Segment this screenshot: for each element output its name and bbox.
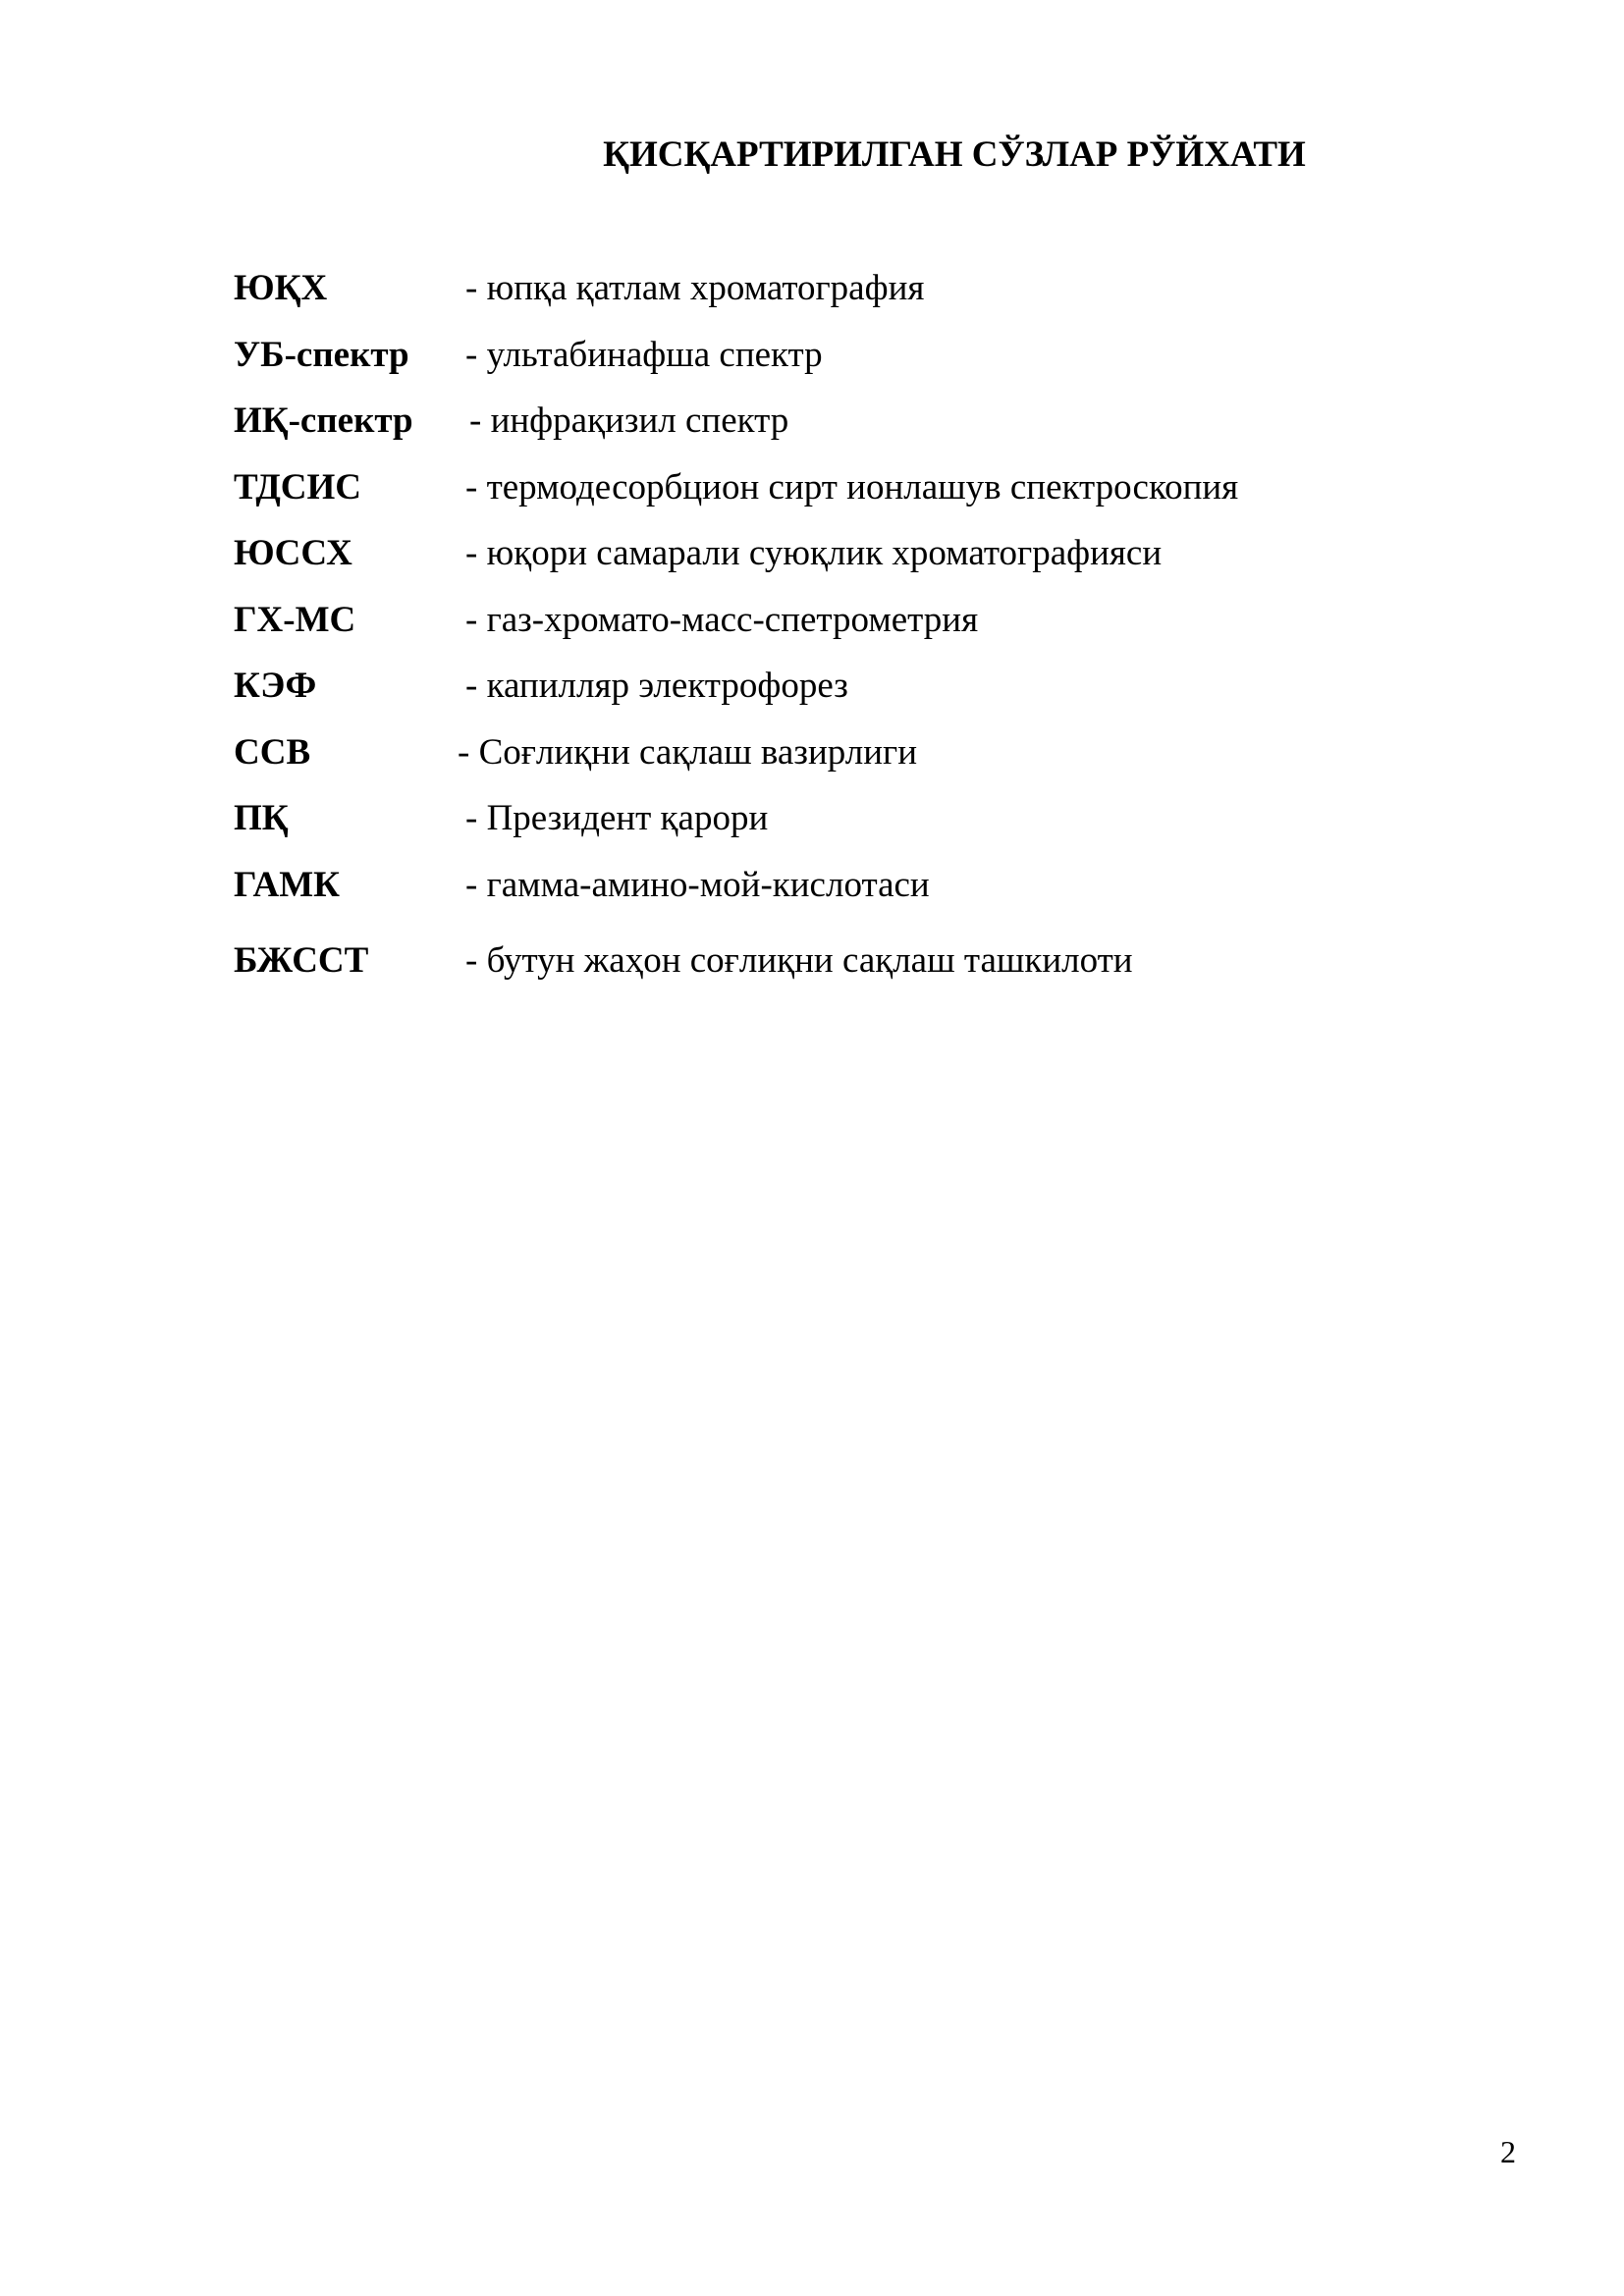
abbreviation-row	[234, 332, 1412, 399]
abbreviation-list	[234, 265, 1412, 1004]
abbreviation-definition: - инфрақизил спектр	[469, 400, 789, 441]
abbreviation-row	[234, 795, 1412, 862]
abbreviation-definition: - юпқа қатлам хроматография	[465, 268, 925, 308]
abbreviation-definition: - капилляр электрофорез	[465, 666, 848, 706]
abbreviation-term: КЭФ	[234, 666, 317, 706]
abbreviation-term: ЮССХ	[234, 533, 352, 573]
abbreviation-term: ИҚ-спектр	[234, 400, 413, 441]
abbreviation-row	[234, 530, 1412, 597]
abbreviation-row	[234, 398, 1412, 464]
abbreviation-definition: - Президент қарори	[465, 798, 769, 838]
abbreviation-row	[234, 265, 1412, 332]
abbreviation-term: ССВ	[234, 731, 311, 773]
abbreviation-term: УБ-спектр	[234, 334, 409, 375]
abbreviation-row	[234, 464, 1412, 531]
page-number: 2	[1500, 2134, 1516, 2169]
abbreviation-definition: - гамма-амино-мой-кислотаси	[465, 864, 930, 905]
abbreviation-row	[234, 663, 1412, 729]
abbreviation-definition: - бутун жаҳон соғлиқни сақлаш ташкилоти	[465, 940, 1133, 981]
abbreviation-term: ПҚ	[234, 798, 289, 838]
abbreviation-row	[234, 597, 1412, 664]
abbreviation-term: ГХ-МС	[234, 599, 356, 640]
abbreviation-definition: - газ-хромато-масс-спетрометрия	[465, 599, 979, 640]
abbreviation-definition: - Соғлиқни сақлаш вазирлиги	[458, 731, 917, 773]
abbreviation-definition: - ультабинафша спектр	[465, 334, 823, 375]
abbreviation-definition: - юқори самарали суюқлик хроматографияси	[465, 533, 1163, 573]
abbreviation-row	[234, 729, 1412, 796]
abbreviation-term: БЖССТ	[234, 940, 369, 981]
abbreviation-definition: - термодесорбцион сирт ионлашув спектроскопия	[465, 466, 1239, 507]
abbreviation-term: ТДСИС	[234, 466, 362, 507]
page-title: ҚИСҚАРТИРИЛГАН СЎЗЛАР РЎЙХАТИ	[603, 134, 1306, 175]
abbreviation-term: ЮҚХ	[234, 268, 328, 308]
abbreviation-row	[234, 862, 1412, 929]
abbreviation-row	[234, 937, 1412, 1004]
abbreviation-term: ГАМК	[234, 864, 340, 905]
